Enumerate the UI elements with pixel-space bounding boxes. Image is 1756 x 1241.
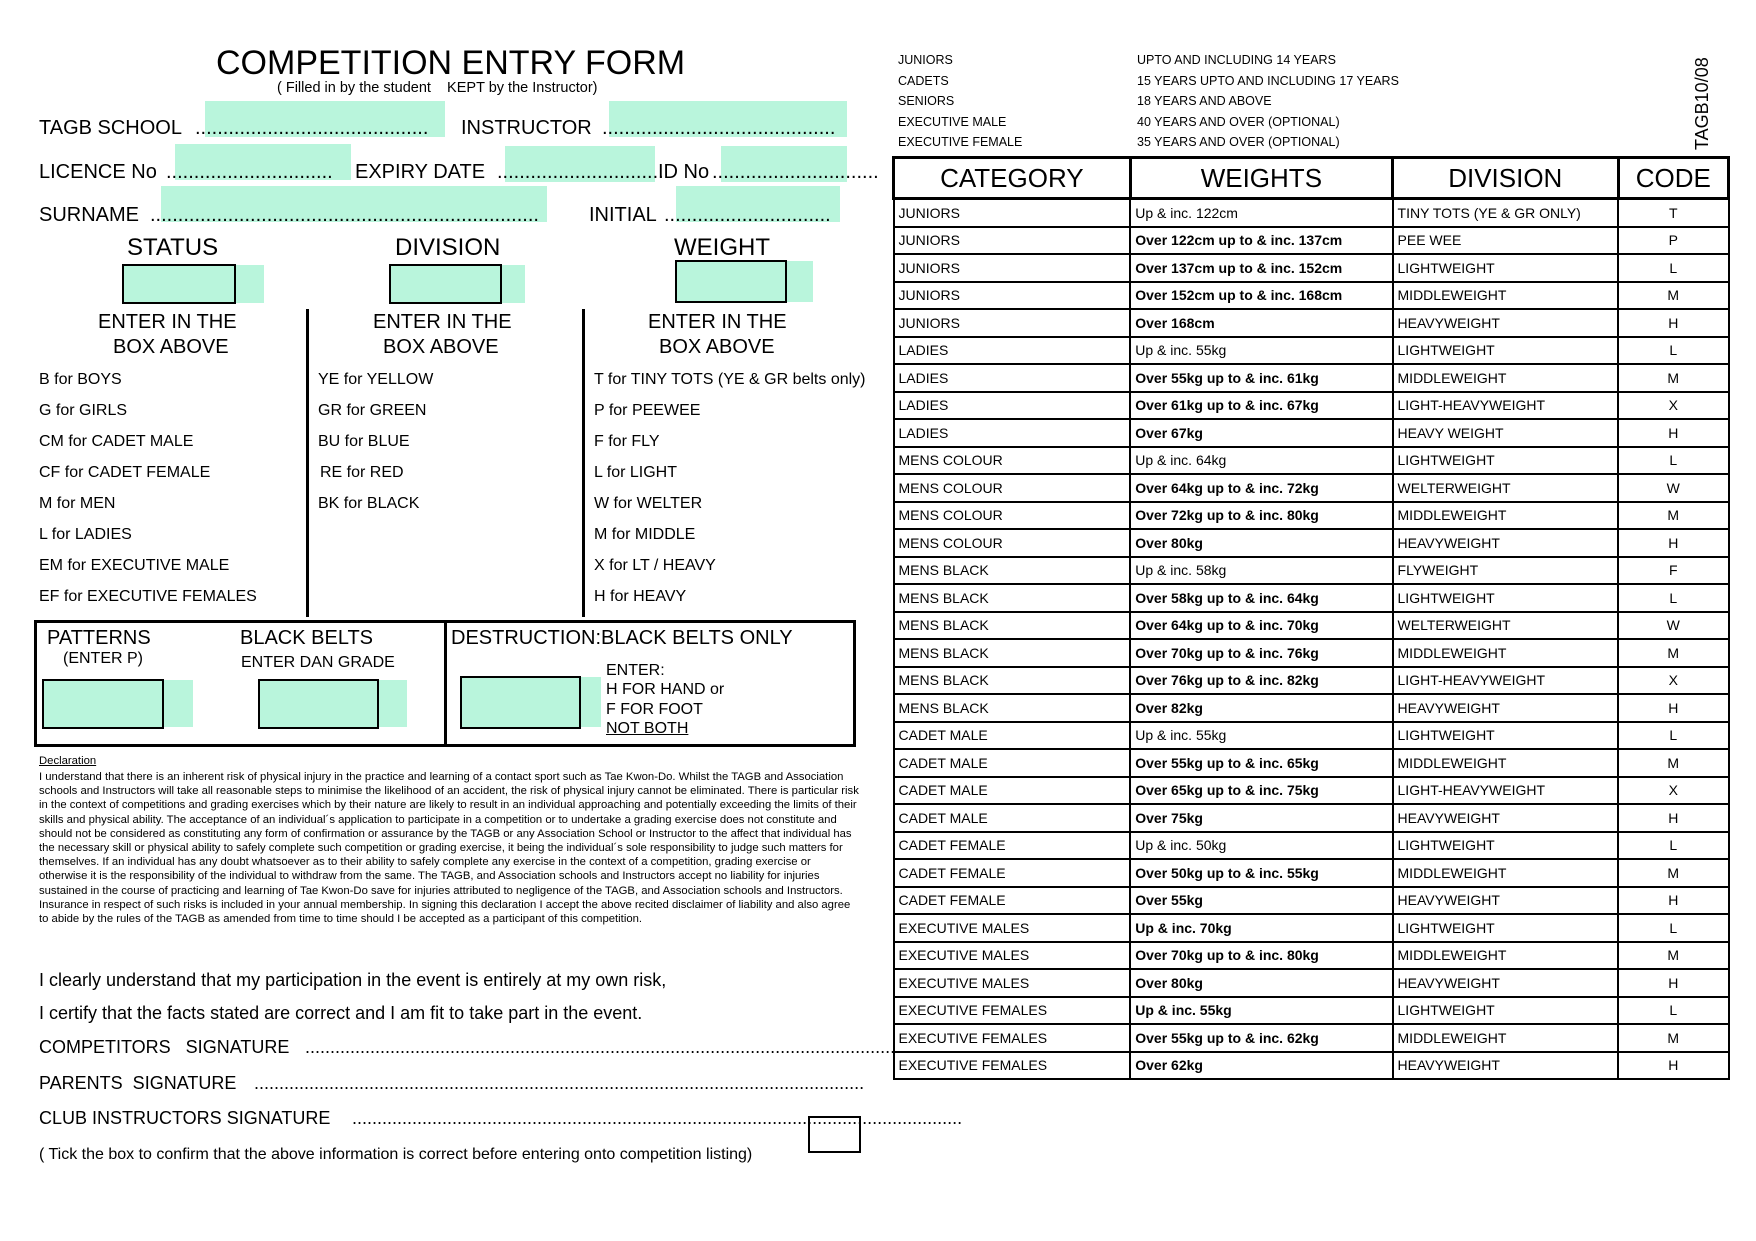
cell-weights: Over 168cm bbox=[1130, 309, 1392, 337]
cell-code: X bbox=[1618, 777, 1729, 805]
cell-code: L bbox=[1618, 254, 1729, 282]
instructor-signature-line[interactable]: .......................................................................................................................... bbox=[352, 1108, 963, 1128]
destruction-enter: ENTER: bbox=[606, 662, 665, 679]
cell-code: H bbox=[1618, 969, 1729, 997]
cell-category: JUNIORS bbox=[894, 199, 1131, 227]
cell-division: PEE WEE bbox=[1393, 227, 1618, 255]
cell-category: EXECUTIVE FEMALES bbox=[894, 1024, 1131, 1052]
table-row bbox=[894, 887, 1729, 915]
weight-enter-2: BOX ABOVE bbox=[659, 336, 775, 358]
cell-code: M bbox=[1618, 364, 1729, 392]
expiry-dots: .............................. bbox=[497, 161, 664, 183]
cell-division: HEAVYWEIGHT bbox=[1393, 887, 1618, 915]
division-heading: DIVISION bbox=[395, 234, 501, 261]
competitor-signature-line[interactable]: .......................................................................................................................... bbox=[305, 1037, 916, 1057]
instructor-dots: .......................................... bbox=[602, 117, 836, 139]
division-box[interactable] bbox=[389, 264, 502, 304]
cell-category: LADIES bbox=[894, 392, 1131, 420]
cell-weights: Over 76kg up to & inc. 82kg bbox=[1130, 667, 1392, 695]
division-option: BK for BLACK bbox=[318, 495, 420, 512]
cell-code: L bbox=[1618, 722, 1729, 750]
cell-weights: Over 137cm up to & inc. 152cm bbox=[1130, 254, 1392, 282]
initial-label: INITIAL bbox=[589, 204, 657, 226]
definition-name: CADETS bbox=[898, 73, 949, 88]
cell-weights: Up & inc. 58kg bbox=[1130, 557, 1392, 585]
status-option: G for GIRLS bbox=[39, 402, 128, 419]
declaration-title: Declaration bbox=[39, 755, 97, 767]
cell-weights: Up & inc. 55kg bbox=[1130, 997, 1392, 1025]
weight-heading: WEIGHT bbox=[674, 234, 770, 261]
table-row bbox=[894, 722, 1729, 750]
cell-division: HEAVY WEIGHT bbox=[1393, 419, 1618, 447]
cell-category: EXECUTIVE MALES bbox=[894, 969, 1131, 997]
cell-weights: Over 64kg up to & inc. 70kg bbox=[1130, 612, 1392, 640]
cell-division: HEAVYWEIGHT bbox=[1393, 969, 1618, 997]
cell-weights: Up & inc. 50kg bbox=[1130, 832, 1392, 860]
confirm-checkbox[interactable] bbox=[808, 1116, 861, 1153]
division-option: RE for RED bbox=[320, 464, 404, 481]
cell-weights: Over 70kg up to & inc. 80kg bbox=[1130, 942, 1392, 970]
cell-code: H bbox=[1618, 804, 1729, 832]
table-row bbox=[894, 859, 1729, 887]
definition-desc: 18 YEARS AND ABOVE bbox=[1137, 94, 1272, 108]
cell-code: L bbox=[1618, 337, 1729, 365]
header-weights: WEIGHTS bbox=[1130, 158, 1392, 199]
cell-division: HEAVYWEIGHT bbox=[1393, 804, 1618, 832]
cell-division: MIDDLEWEIGHT bbox=[1393, 282, 1618, 310]
status-option: CF for CADET FEMALE bbox=[39, 464, 211, 481]
cell-code: M bbox=[1618, 859, 1729, 887]
table-row bbox=[894, 832, 1729, 860]
table-row bbox=[894, 529, 1729, 557]
status-option: B for BOYS bbox=[39, 371, 122, 388]
cell-code: M bbox=[1618, 502, 1729, 530]
cell-category: MENS COLOUR bbox=[894, 529, 1131, 557]
table-row bbox=[894, 199, 1729, 227]
cell-weights: Over 64kg up to & inc. 72kg bbox=[1130, 474, 1392, 502]
cell-code: P bbox=[1618, 227, 1729, 255]
cell-weights: Over 50kg up to & inc. 55kg bbox=[1130, 859, 1392, 887]
cell-code: F bbox=[1618, 557, 1729, 585]
weight-option: H for HEAVY bbox=[594, 588, 687, 605]
cell-division: HEAVYWEIGHT bbox=[1393, 309, 1618, 337]
cell-weights: Over 58kg up to & inc. 64kg bbox=[1130, 584, 1392, 612]
cell-weights: Over 55kg bbox=[1130, 887, 1392, 915]
table-row bbox=[894, 419, 1729, 447]
cell-weights: Over 72kg up to & inc. 80kg bbox=[1130, 502, 1392, 530]
weight-enter-1: ENTER IN THE bbox=[648, 311, 787, 333]
status-heading: STATUS bbox=[127, 234, 219, 261]
cell-code: L bbox=[1618, 997, 1729, 1025]
form-title: COMPETITION ENTRY FORM bbox=[216, 44, 686, 82]
cell-division: LIGHTWEIGHT bbox=[1393, 254, 1618, 282]
weight-option: X for LT / HEAVY bbox=[594, 557, 716, 574]
header-division: DIVISION bbox=[1393, 158, 1618, 199]
weight-option: L for LIGHT bbox=[594, 464, 677, 481]
table-row bbox=[894, 914, 1729, 942]
cell-division: MIDDLEWEIGHT bbox=[1393, 639, 1618, 667]
cell-weights: Over 55kg up to & inc. 65kg bbox=[1130, 749, 1392, 777]
status-option: EF for EXECUTIVE FEMALES bbox=[39, 588, 257, 605]
cell-weights: Over 82kg bbox=[1130, 694, 1392, 722]
column-divider-1 bbox=[306, 309, 309, 617]
division-enter-1: ENTER IN THE bbox=[373, 311, 512, 333]
cell-category: MENS BLACK bbox=[894, 694, 1131, 722]
cell-code: M bbox=[1618, 1024, 1729, 1052]
definition-desc: UPTO AND INCLUDING 14 YEARS bbox=[1137, 53, 1336, 67]
cell-weights: Up & inc. 122cm bbox=[1130, 199, 1392, 227]
status-enter-1: ENTER IN THE bbox=[98, 311, 237, 333]
table-row bbox=[894, 392, 1729, 420]
cell-code: M bbox=[1618, 942, 1729, 970]
cell-category: MENS BLACK bbox=[894, 584, 1131, 612]
blackbelts-box[interactable] bbox=[258, 679, 379, 729]
cell-code: T bbox=[1618, 199, 1729, 227]
cell-code: W bbox=[1618, 612, 1729, 640]
cell-division: HEAVYWEIGHT bbox=[1393, 1052, 1618, 1080]
age-definitions-descriptions bbox=[1137, 50, 1399, 153]
table-row bbox=[894, 584, 1729, 612]
definition-desc: 15 YEARS UPTO AND INCLUDING 17 YEARS bbox=[1137, 73, 1399, 88]
school-dots: .......................................... bbox=[195, 117, 429, 139]
definition-name: JUNIORS bbox=[898, 53, 953, 67]
events-divider bbox=[444, 620, 447, 747]
cell-weights: Over 65kg up to & inc. 75kg bbox=[1130, 777, 1392, 805]
cell-category: CADET MALE bbox=[894, 777, 1131, 805]
weight-option: T for TINY TOTS (YE & GR belts only) bbox=[594, 371, 866, 388]
cell-division: MIDDLEWEIGHT bbox=[1393, 364, 1618, 392]
table-row bbox=[894, 502, 1729, 530]
cell-division: MIDDLEWEIGHT bbox=[1393, 502, 1618, 530]
destruction-foot: F FOR FOOT bbox=[606, 701, 703, 718]
cell-division: LIGHT-HEAVYWEIGHT bbox=[1393, 392, 1618, 420]
table-row bbox=[894, 447, 1729, 475]
table-row bbox=[894, 694, 1729, 722]
definition-name: EXECUTIVE MALE bbox=[898, 114, 1007, 129]
cell-weights: Over 55kg up to & inc. 61kg bbox=[1130, 364, 1392, 392]
cell-division: LIGHT-HEAVYWEIGHT bbox=[1393, 667, 1618, 695]
cell-weights: Over 80kg bbox=[1130, 969, 1392, 997]
status-box[interactable] bbox=[122, 264, 236, 304]
cell-code: X bbox=[1618, 392, 1729, 420]
table-row bbox=[894, 749, 1729, 777]
definition-desc: 40 YEARS AND OVER (OPTIONAL) bbox=[1137, 114, 1340, 129]
id-label: ID No bbox=[658, 161, 710, 183]
cell-weights: Up & inc. 55kg bbox=[1130, 722, 1392, 750]
destruction-not-both: NOT BOTH bbox=[606, 720, 689, 737]
declaration-text: I understand that there is an inherent risk of physical injury in the practice and learning of a contact sport such as Tae Kwon-Do. Whilst the TAGB and Association schools and Instructors will take all reasonable steps to minimise the likelihood of an accident, the risk of physical injury cannot be eliminated. There is particular risk in the context of competitions and grading exercises which by their nature are likely to result in an individual approaching and potentially exceeding the limits of their skills and physical ability. The acceptance of an individual´s application to participate in a competition or to undertake a grading exercise does not constitute and should not be considered as constituting any form of confirmation or assurance by the TAGB or any Association School or Instructor to the affect that individual has the necessary skill or physical ability to safely complete such competition or grading exercise, it being the individual´s sole responsibility to judge such matters for themselves. If an individual has any doubt whatsoever as to their ability to safely complete any exercise in the context of a competition, grading exercise or otherwise it is the responsibility of the individual to withdraw from the same. The TAGB, and Association schools and Instructors accept no liability for injuries sustained in the course of practicing and learning of Tae Kwon-Do save for injuries attributed to negligence of the TAGB, and Association schools and Instructors. Insurance in respect of such risks is included in your annual membership. In signing this declaration I accept the above recited disclaimer of liability and also agree to abide by the rules of the TAGB as amended from time to time should I be accepted as a participant of this competition. bbox=[39, 771, 859, 926]
cell-category: MENS BLACK bbox=[894, 667, 1131, 695]
definition-name: EXECUTIVE FEMALE bbox=[898, 135, 1023, 149]
status-option: EM for EXECUTIVE MALE bbox=[39, 557, 230, 574]
cell-category: MENS BLACK bbox=[894, 557, 1131, 585]
cell-division: LIGHTWEIGHT bbox=[1393, 997, 1618, 1025]
cell-category: JUNIORS bbox=[894, 309, 1131, 337]
cell-category: MENS COLOUR bbox=[894, 474, 1131, 502]
form-reference: TAGB10/08 bbox=[1692, 57, 1712, 150]
cell-category: MENS BLACK bbox=[894, 639, 1131, 667]
risk-statement: I clearly understand that my participation in the event is entirely at my own risk, bbox=[39, 970, 667, 990]
cell-category: JUNIORS bbox=[894, 282, 1131, 310]
cell-division: LIGHTWEIGHT bbox=[1393, 832, 1618, 860]
cell-weights: Over 122cm up to & inc. 137cm bbox=[1130, 227, 1392, 255]
cell-category: CADET MALE bbox=[894, 749, 1131, 777]
weight-option: M for MIDDLE bbox=[594, 526, 696, 543]
patterns-label: PATTERNS bbox=[47, 627, 151, 649]
cell-code: W bbox=[1618, 474, 1729, 502]
table-row bbox=[894, 364, 1729, 392]
cell-code: H bbox=[1618, 1052, 1729, 1080]
cell-category: CADET FEMALE bbox=[894, 832, 1131, 860]
cell-division: LIGHTWEIGHT bbox=[1393, 722, 1618, 750]
weight-box[interactable] bbox=[675, 260, 787, 303]
status-enter-2: BOX ABOVE bbox=[113, 336, 229, 358]
parents-signature-line[interactable]: .......................................................................................................................... bbox=[254, 1073, 865, 1093]
cell-division: MIDDLEWEIGHT bbox=[1393, 749, 1618, 777]
cell-division: TINY TOTS (YE & GR ONLY) bbox=[1393, 199, 1618, 227]
cell-code: L bbox=[1618, 914, 1729, 942]
weight-option: P for PEEWEE bbox=[594, 402, 701, 419]
cell-category: MENS COLOUR bbox=[894, 502, 1131, 530]
patterns-box[interactable] bbox=[42, 679, 164, 729]
cell-category: JUNIORS bbox=[894, 227, 1131, 255]
cell-category: LADIES bbox=[894, 337, 1131, 365]
instructor-signature-label: CLUB INSTRUCTORS SIGNATURE bbox=[39, 1108, 331, 1128]
column-divider-2 bbox=[582, 309, 585, 617]
cell-code: M bbox=[1618, 749, 1729, 777]
cell-division: LIGHTWEIGHT bbox=[1393, 914, 1618, 942]
initial-dots: .............................. bbox=[664, 204, 831, 226]
cell-category: MENS COLOUR bbox=[894, 447, 1131, 475]
cell-weights: Over 152cm up to & inc. 168cm bbox=[1130, 282, 1392, 310]
cell-division: HEAVYWEIGHT bbox=[1393, 529, 1618, 557]
cell-code: H bbox=[1618, 694, 1729, 722]
cell-weights: Over 61kg up to & inc. 67kg bbox=[1130, 392, 1392, 420]
cell-division: HEAVYWEIGHT bbox=[1393, 694, 1618, 722]
category-table bbox=[892, 156, 1730, 1080]
parents-signature-label: PARENTS SIGNATURE bbox=[39, 1073, 237, 1093]
cell-weights: Over 67kg bbox=[1130, 419, 1392, 447]
table-row bbox=[894, 969, 1729, 997]
table-row bbox=[894, 804, 1729, 832]
cell-division: FLYWEIGHT bbox=[1393, 557, 1618, 585]
cell-category: CADET FEMALE bbox=[894, 887, 1131, 915]
status-option: CM for CADET MALE bbox=[39, 433, 194, 450]
table-row bbox=[894, 997, 1729, 1025]
blackbelts-label: BLACK BELTS bbox=[240, 627, 374, 649]
cell-category: EXECUTIVE MALES bbox=[894, 914, 1131, 942]
cell-weights: Over 55kg up to & inc. 62kg bbox=[1130, 1024, 1392, 1052]
table-body bbox=[894, 199, 1729, 1080]
cell-category: LADIES bbox=[894, 364, 1131, 392]
cell-code: L bbox=[1618, 584, 1729, 612]
cell-weights: Up & inc. 64kg bbox=[1130, 447, 1392, 475]
cell-division: LIGHT-HEAVYWEIGHT bbox=[1393, 777, 1618, 805]
header-code: CODE bbox=[1618, 158, 1729, 199]
certify-statement: I certify that the facts stated are correct and I am fit to take part in the event. bbox=[39, 1003, 643, 1023]
cell-category: LADIES bbox=[894, 419, 1131, 447]
cell-division: MIDDLEWEIGHT bbox=[1393, 859, 1618, 887]
table-row bbox=[894, 942, 1729, 970]
status-option: L for LADIES bbox=[39, 526, 132, 543]
destruction-hand: H FOR HAND or bbox=[606, 681, 725, 698]
cell-weights: Over 70kg up to & inc. 76kg bbox=[1130, 639, 1392, 667]
table-row bbox=[894, 282, 1729, 310]
table-row bbox=[894, 777, 1729, 805]
tick-note: ( Tick the box to confirm that the above information is correct before entering onto competition listing) bbox=[39, 1146, 753, 1163]
cell-category: JUNIORS bbox=[894, 254, 1131, 282]
definition-desc: 35 YEARS AND OVER (OPTIONAL) bbox=[1137, 135, 1340, 149]
cell-code: H bbox=[1618, 419, 1729, 447]
cell-code: L bbox=[1618, 832, 1729, 860]
weight-option: W for WELTER bbox=[594, 495, 703, 512]
division-enter-2: BOX ABOVE bbox=[383, 336, 499, 358]
cell-weights: Over 62kg bbox=[1130, 1052, 1392, 1080]
table-row bbox=[894, 254, 1729, 282]
table-row bbox=[894, 474, 1729, 502]
table-row bbox=[894, 1024, 1729, 1052]
table-row bbox=[894, 227, 1729, 255]
instructor-label: INSTRUCTOR bbox=[461, 117, 592, 139]
cell-weights: Up & inc. 55kg bbox=[1130, 337, 1392, 365]
weight-option: F for FLY bbox=[594, 433, 660, 450]
cell-weights: Over 75kg bbox=[1130, 804, 1392, 832]
cell-category: CADET FEMALE bbox=[894, 859, 1131, 887]
cell-weights: Up & inc. 70kg bbox=[1130, 914, 1392, 942]
blackbelts-sub: ENTER DAN GRADE bbox=[241, 654, 395, 671]
cell-code: H bbox=[1618, 529, 1729, 557]
cell-weights: Over 80kg bbox=[1130, 529, 1392, 557]
table-row bbox=[894, 612, 1729, 640]
licence-label: LICENCE No bbox=[39, 161, 157, 183]
cell-category: EXECUTIVE FEMALES bbox=[894, 1052, 1131, 1080]
destruction-label: DESTRUCTION:BLACK BELTS ONLY bbox=[451, 627, 793, 649]
division-option: BU for BLUE bbox=[318, 433, 410, 450]
cell-division: MIDDLEWEIGHT bbox=[1393, 1024, 1618, 1052]
table-row bbox=[894, 337, 1729, 365]
cell-category: EXECUTIVE MALES bbox=[894, 942, 1131, 970]
table-row bbox=[894, 667, 1729, 695]
cell-division: MIDDLEWEIGHT bbox=[1393, 942, 1618, 970]
cell-division: LIGHTWEIGHT bbox=[1393, 337, 1618, 365]
surname-dots: ...................................................................... bbox=[150, 204, 539, 226]
form-subtitle: ( Filled in by the student KEPT by the Instructor) bbox=[277, 80, 598, 96]
competitor-signature-label: COMPETITORS SIGNATURE bbox=[39, 1037, 290, 1057]
table-header-row bbox=[894, 158, 1729, 199]
cell-category: CADET MALE bbox=[894, 804, 1131, 832]
cell-category: CADET MALE bbox=[894, 722, 1131, 750]
header-category: CATEGORY bbox=[894, 158, 1131, 199]
cell-category: EXECUTIVE FEMALES bbox=[894, 997, 1131, 1025]
division-option: YE for YELLOW bbox=[318, 371, 434, 388]
cell-code: X bbox=[1618, 667, 1729, 695]
id-dots: .............................. bbox=[712, 161, 879, 183]
cell-division: LIGHTWEIGHT bbox=[1393, 447, 1618, 475]
patterns-sub: (ENTER P) bbox=[63, 650, 143, 667]
destruction-box[interactable] bbox=[460, 676, 581, 729]
table-row bbox=[894, 557, 1729, 585]
table-row bbox=[894, 1052, 1729, 1080]
table-row bbox=[894, 309, 1729, 337]
cell-category: MENS BLACK bbox=[894, 612, 1131, 640]
cell-division: LIGHTWEIGHT bbox=[1393, 584, 1618, 612]
cell-code: H bbox=[1618, 309, 1729, 337]
expiry-label: EXPIRY DATE bbox=[355, 161, 486, 183]
cell-division: WELTERWEIGHT bbox=[1393, 474, 1618, 502]
division-option: GR for GREEN bbox=[318, 402, 427, 419]
school-label: TAGB SCHOOL bbox=[39, 117, 182, 139]
table-row bbox=[894, 639, 1729, 667]
status-option: M for MEN bbox=[39, 495, 116, 512]
licence-dots: .............................. bbox=[166, 161, 333, 183]
cell-code: M bbox=[1618, 639, 1729, 667]
cell-code: H bbox=[1618, 887, 1729, 915]
cell-code: L bbox=[1618, 447, 1729, 475]
cell-division: WELTERWEIGHT bbox=[1393, 612, 1618, 640]
surname-label: SURNAME bbox=[39, 204, 140, 226]
age-definitions-names bbox=[898, 50, 1022, 153]
definition-name: SENIORS bbox=[898, 94, 955, 108]
cell-code: M bbox=[1618, 282, 1729, 310]
